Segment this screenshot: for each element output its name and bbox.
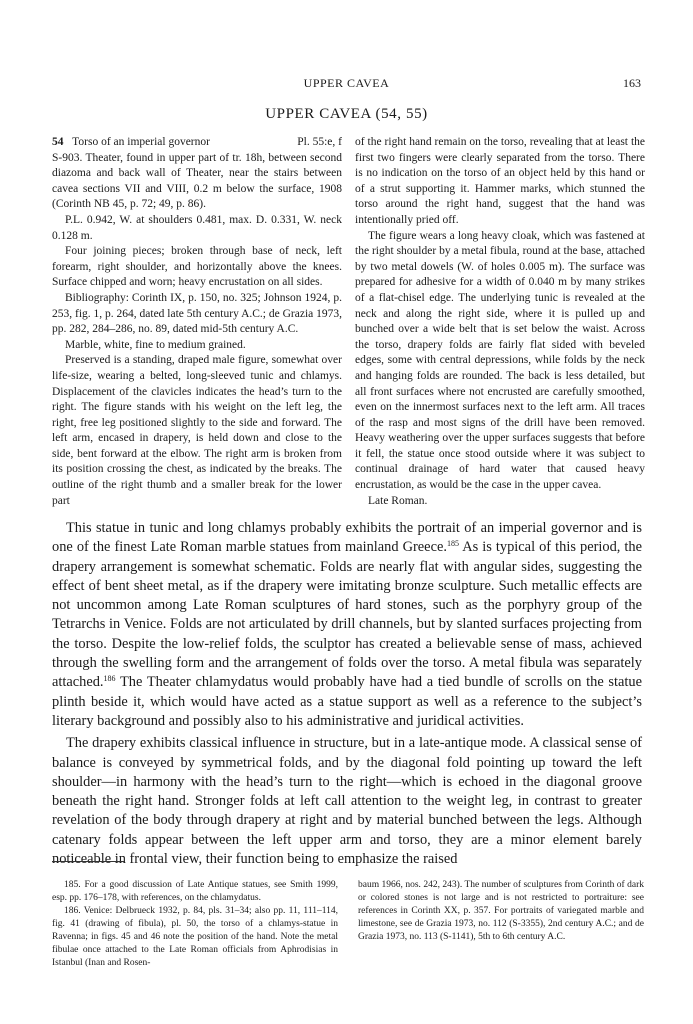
- body-paragraph: The drapery exhibits classical influence in structure, but in a late-antique mode. A classical sense of balance is conveyed by symmetrical folds, and by the diagonal fold pointing up toward the left shoulder—in harmony with the head’s turn to the right—which is echoed in the diagonal groove beneath the right hand. Stronger folds at left call attention to the weight leg, in contrast to greater revelation of the body through drapery at right and by material bunched between the legs. Although catenary folds appear between the left upper arm and torso, they are a minor element barely noticeable in frontal view, their function being to emphasize the raised: [52, 735, 642, 868]
- footnote: 186. Venice: Delbrueck 1932, p. 84, pls. 31–34; also pp. 11, 111–114, fig. 41 (drawing of fibula), pl. 50, the torso of a chlamys-statue in Ravenna; in figs. 45 and 46 note the position of the hand. Note the metal fibulae once attached to the Late Roman officials from Aphrodisias in Istanbul (Inan and Rosen-: [52, 906, 338, 968]
- catalogue-paragraph: P.L. 0.942, W. at shoulders 0.481, max. D. 0.331, W. neck 0.128 m.: [52, 213, 342, 242]
- footnote-continuation: baum 1966, nos. 242, 243). The number of sculptures from Corinth of dark or colored stones is not large and is not restricted to portraiture: see references in Corinth XX, p. 357. For portraits of variegated marble and limestone, see de Grazia 1973, no. 112 (S-3355), 2nd century A.C.; and de Grazia 1973, no. 113 (S-1141), 5th to 6th century A.C.: [358, 880, 644, 942]
- catalogue-paragraph: Preserved is a standing, draped male figure, somewhat over life-size, wearing a belted, long-sleeved tunic and chlamys. Displacement of the clavicles indicates the head’s turn to the right. The figure stands with his weight on the left leg, the right, free leg positioned slightly to the side and forward. The left arm, encased in drapery, is held down and close to the side, bent forward at the elbow. The right arm is broken from its position crossing the chest, as indicated by the breaks. The outline of the right thumb and a smaller break for the lower part: [52, 354, 342, 507]
- catalogue-paragraph: Four joining pieces; broken through base of neck, left forearm, right shoulder, and horizontally above the knees. Surface chipped and worn; heavy encrustation on all sides.: [52, 245, 342, 289]
- footnote-rule: [52, 861, 124, 862]
- body-text: The Theater chlamydatus would probably have had a tied bundle of scrolls on the statue plinth beside it, which would have acted as a statue support as well as a reference to the subject’s literary background and possibly also to his administrative and juridical activities.: [52, 674, 642, 729]
- catalogue-paragraph: Marble, white, fine to medium grained.: [65, 338, 246, 351]
- catalogue-entry-heading: [52, 135, 342, 151]
- catalogue-paragraph: of the right hand remain on the torso, revealing that at least the first two fingers were clearly separated from the torso. There is no indication on the torso of an object held by this hand or of a strut supporting it. Hammer marks, which stunned the torso around the right hand, suggest that the hand was intentionally pried off.: [355, 136, 645, 226]
- running-head: UPPER CAVEA: [303, 76, 390, 90]
- catalogue-paragraph: S-903. Theater, found in upper part of tr. 18h, between second diazoma and back wall of Theater, near the stairs between cavea sections VII and VIII, 0.2 m below the surface, 1908 (Corinth NB 45, p. 72; 49, p. 86).: [52, 151, 342, 211]
- section-title: UPPER CAVEA (54, 55): [265, 106, 428, 122]
- catalogue-title: Torso of an imperial governor: [72, 136, 210, 148]
- catalogue-paragraph: Bibliography: Corinth IX, p. 150, no. 325; Johnson 1924, p. 253, fig. 1, p. 264, dated late 5th century A.C.; de Grazia 1973, pp. 282, 284–286, no. 89, dated mid-5th century A.C.: [52, 291, 342, 336]
- footnote-ref[interactable]: 185: [446, 539, 459, 549]
- plate-reference: Pl. 55:e, f: [297, 136, 342, 148]
- footnote-ref[interactable]: 186: [103, 674, 116, 684]
- catalogue-number: 54: [52, 136, 64, 148]
- body-text: As is typical of this period, the drapery arrangement is somewhat schematic. Folds are nearly flat with angular sides, suggesting the effect of bent sheet metal, as if the drapery were imitating bronze sculpture. Such metallic effects are not uncommon among Late Roman sculptures of hard stones, such as the porphyry group of the Tetrarchs in Venice. Folds are not articulated by drill channels, but by slanted surfaces projecting from the torso. Despite the low-relief folds, the sculptor has created a believable sense of mass, achieved through the swelling form and the arrangement of folds over the torso. A metal fibula was separately attached.: [52, 539, 642, 691]
- body-text: This statue in tunic and long chlamys probably exhibits the portrait of an imperial governor and is one of the finest Late Roman marble statues from mainland Greece.: [52, 520, 642, 556]
- catalogue-column-left: [52, 135, 342, 509]
- catalogue-paragraph: The figure wears a long heavy cloak, which was fastened at the right shoulder by a metal fibula, round at the base, attached by two metal dowels (W. of holes 0.005 m). The surface was prepared for adhesive for a width of 0.040 m by many strikes of a flat-chisel edge. The underlying tunic is revealed at the neck and along the right side, where it is pulled up and bunched over a wide belt that is set below the waist. Across the torso, drapery folds are fairly flat sided with beveled edges, some with central depressions, while folds by the neck and hanging folds are rounded. The back is less detailed, but all front surfaces where not encrusted are carefully smoothed, even on the innermost surfaces next to the left arm. All traces of the rasp and most signs of the drill have been removed. Heavy weathering over the upper surfaces suggests that before it fell, the statue once stood outside where it was subject to continual drainage of hard water that caused heavy encrustation, as would be the case in the upper cavea.: [355, 229, 645, 492]
- page-number: 163: [623, 76, 641, 90]
- footnotes-left: [52, 879, 338, 970]
- footnote: 185. For a good discussion of Late Antique statues, see Smith 1999, esp. pp. 176–178, with references, on the chlamydatus.: [52, 880, 338, 903]
- catalogue-paragraph: Late Roman.: [368, 494, 428, 507]
- main-text: [52, 519, 642, 869]
- catalogue-column-right: [355, 135, 645, 509]
- footnotes-right: [358, 879, 644, 944]
- body-paragraph: [52, 519, 642, 731]
